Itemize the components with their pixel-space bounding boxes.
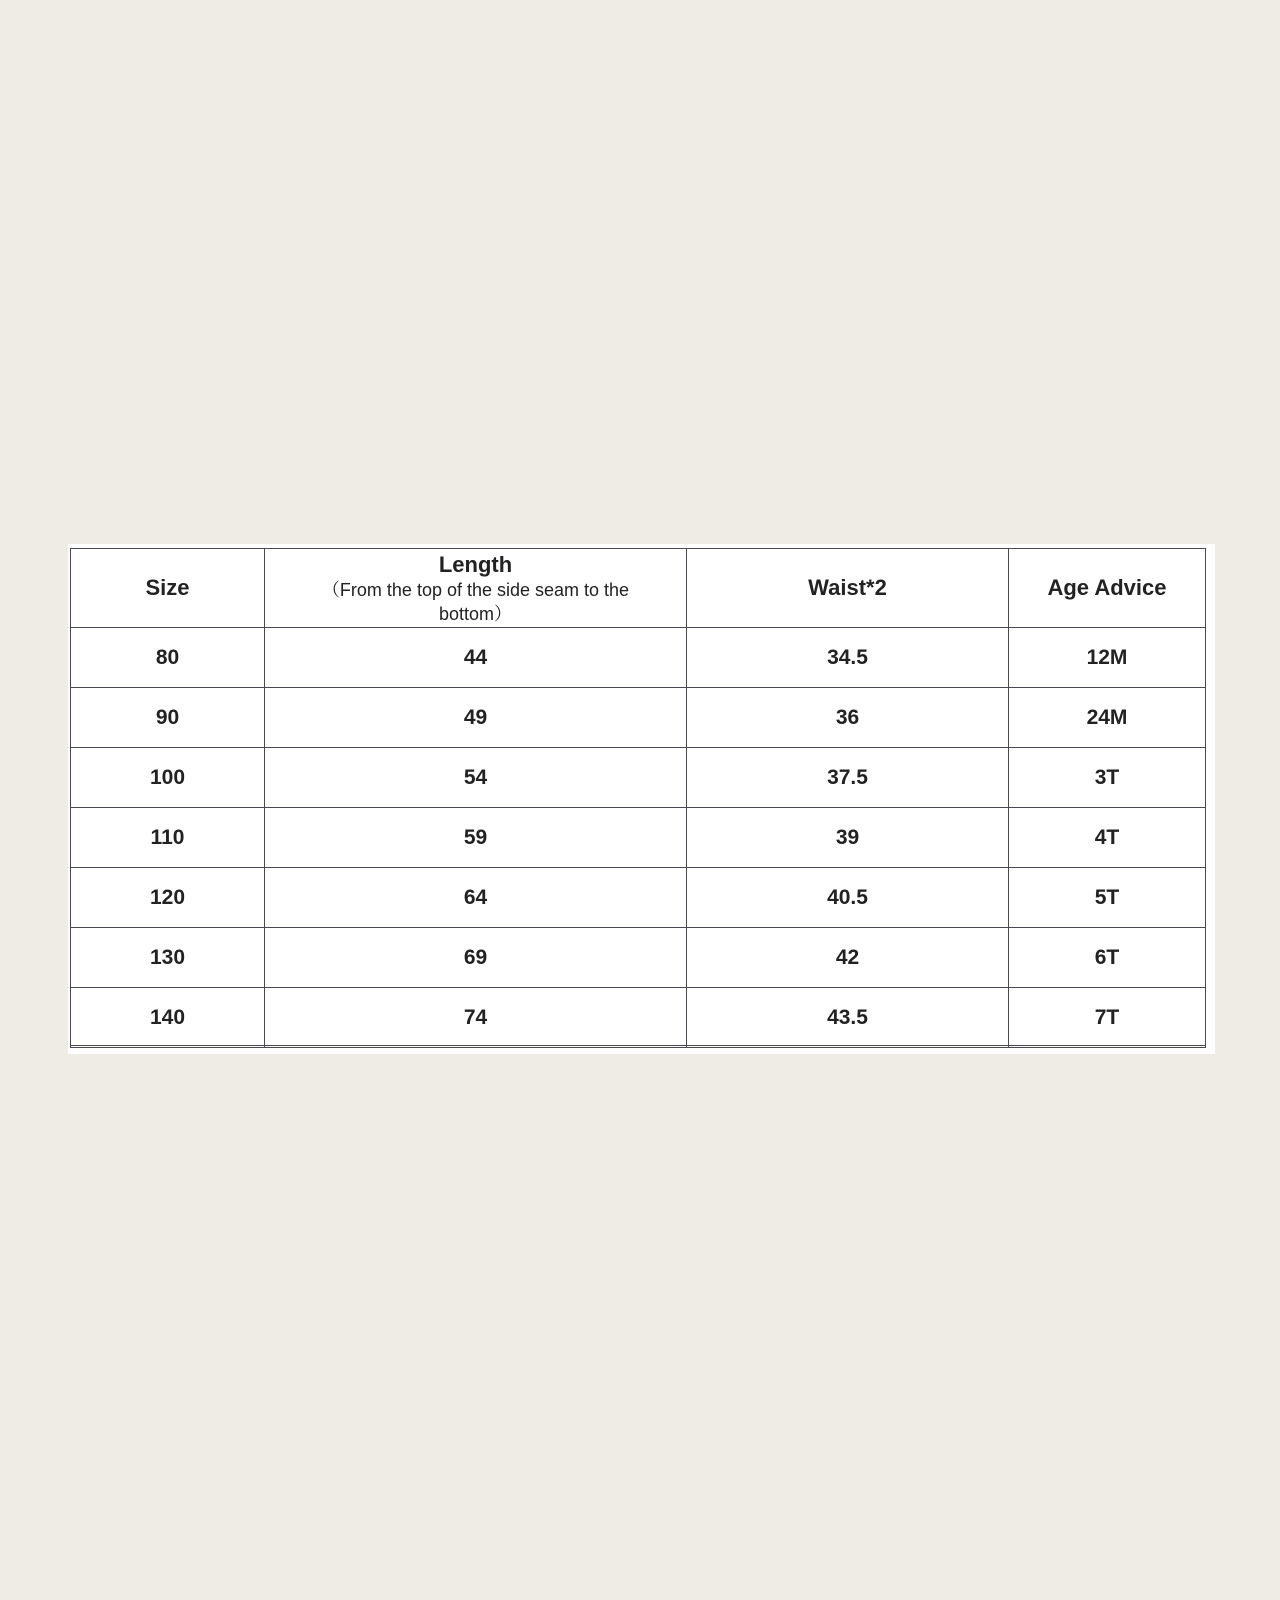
cell-waist: 34.5	[687, 628, 1009, 688]
cell-size: 120	[71, 868, 265, 928]
cell-size: 80	[71, 628, 265, 688]
cell-waist: 42	[687, 928, 1009, 988]
cell-waist: 40.5	[687, 868, 1009, 928]
cell-length: 64	[265, 868, 687, 928]
table-row	[71, 868, 1206, 928]
header-age-advice: Age Advice	[1009, 549, 1206, 628]
header-size: Size	[71, 549, 265, 628]
cell-size: 110	[71, 808, 265, 868]
table-row	[71, 808, 1206, 868]
cell-waist: 36	[687, 688, 1009, 748]
cell-length: 69	[265, 928, 687, 988]
table-row	[71, 988, 1206, 1048]
header-length	[265, 549, 687, 628]
table-row	[71, 748, 1206, 808]
table-row	[71, 688, 1206, 748]
header-waist: Waist*2	[687, 549, 1009, 628]
cell-waist: 37.5	[687, 748, 1009, 808]
cell-length: 49	[265, 688, 687, 748]
cell-size: 90	[71, 688, 265, 748]
cell-age: 4T	[1009, 808, 1206, 868]
cell-waist: 39	[687, 808, 1009, 868]
cell-length: 54	[265, 748, 687, 808]
cell-age: 12M	[1009, 628, 1206, 688]
cell-age: 3T	[1009, 748, 1206, 808]
cell-size: 100	[71, 748, 265, 808]
size-chart-sheet	[68, 544, 1215, 1054]
table-row	[71, 928, 1206, 988]
cell-waist: 43.5	[687, 988, 1009, 1048]
cell-age: 6T	[1009, 928, 1206, 988]
cell-age: 7T	[1009, 988, 1206, 1048]
size-chart-table	[70, 548, 1206, 1048]
cell-size: 140	[71, 988, 265, 1048]
cell-length: 44	[265, 628, 687, 688]
cell-age: 24M	[1009, 688, 1206, 748]
header-length-note: （From the top of the side seam to the bottom）	[321, 580, 630, 624]
cell-length: 74	[265, 988, 687, 1048]
header-row	[71, 549, 1206, 628]
cell-age: 5T	[1009, 868, 1206, 928]
cell-length: 59	[265, 808, 687, 868]
cell-size: 130	[71, 928, 265, 988]
table-row	[71, 628, 1206, 688]
table-bottom-rule	[70, 1045, 1205, 1046]
header-length-title: Length	[438, 552, 513, 577]
